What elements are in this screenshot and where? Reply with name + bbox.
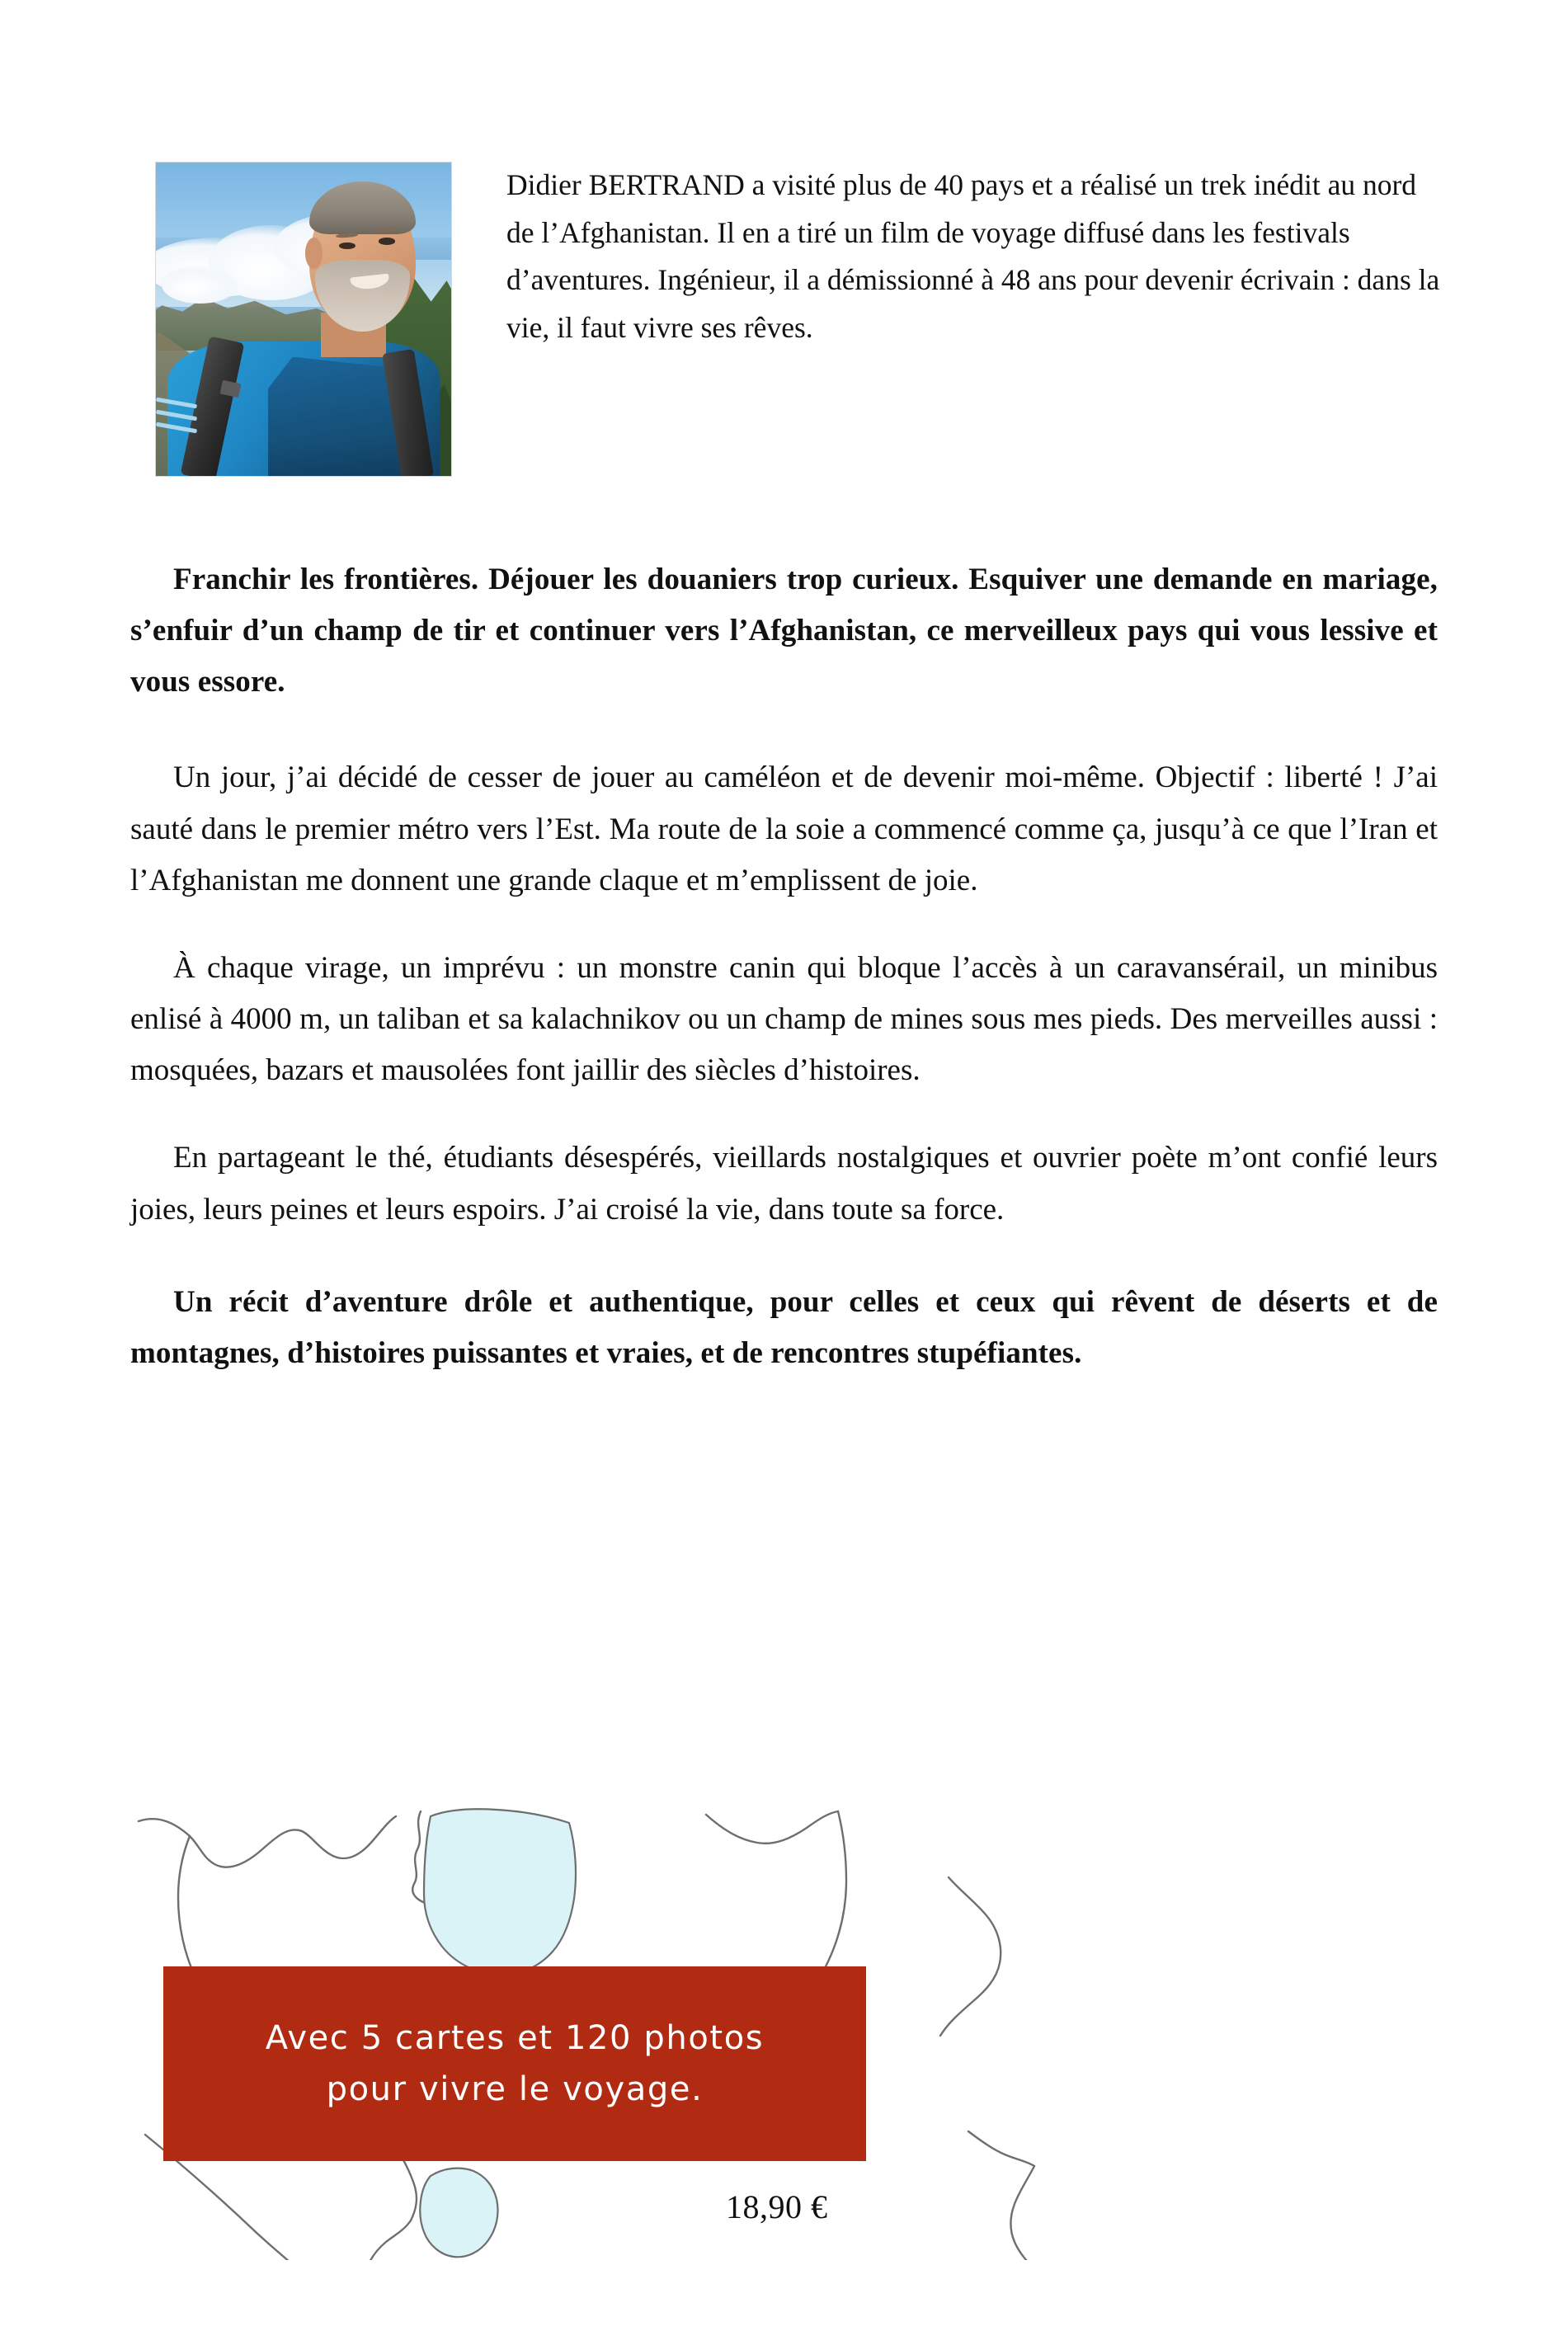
promo-banner-line-1: Avec 5 cartes et 120 photos xyxy=(265,2019,765,2057)
blurb-paragraph-2: À chaque virage, un imprévu : un monstre canin qui bloque l’accès à un caravansérail, un minibus enlisé à 4000 m, un taliban et sa kalachnikov ou un champ de mines sous mes pieds. Des merveilles aussi : mosquées, bazars et mausolées font jaillir des siècles d’histoires. xyxy=(130,950,1438,1088)
blurb-paragraph-3: En partageant le thé, étudiants désespérés, vieillards nostalgiques et ouvrier poète m’ont confié leurs joies, leurs peines et leurs espoirs. J’ai croisé la vie, dans toute sa force. xyxy=(130,1141,1438,1227)
author-portrait-photo xyxy=(155,162,452,477)
author-bio-text: Didier BERTRAND a visité plus de 40 pays et a réalisé un trek inédit au nord de l’Afghanistan. Il en a tiré un film de voyage diffusé dans les festivals d’aventures. Ingénieur, il a démissionné à 48 ans pour devenir écrivain : dans la vie, il faut vivre ses rêves. xyxy=(506,168,1440,344)
map-sea-gulf xyxy=(420,2168,497,2258)
blurb-lead-paragraph: Franchir les frontières. Déjouer les douaniers trop curieux. Esquiver une demande en mariage, s’enfuir d’un champ de tir et continuer vers l’Afghanistan, ce merveilleux pays qui vous lessive et vous essore. xyxy=(130,563,1438,699)
photo-eye xyxy=(379,238,395,244)
price-label: 18,90 € xyxy=(726,2188,828,2225)
blurb-paragraph-1: Un jour, j’ai décidé de cesser de jouer au caméléon et de devenir moi-même. Objectif : liberté ! J’ai sauté dans le premier métro vers l’Est. Ma route de la soie a commencé comme ça, jusqu’à ce que l’Iran et l’Afghanistan me donnent une grande claque et m’emplissent de joie. xyxy=(130,760,1438,897)
photo-cloud xyxy=(162,266,238,304)
blurb-closing-paragraph: Un récit d’aventure drôle et authentique, pour celles et ceux qui rêvent de déserts et de montagnes, d’histoires puissantes et vraies, et de rencontres stupéfiantes. xyxy=(130,1284,1438,1370)
promo-banner xyxy=(163,1966,866,2161)
promo-banner-line-2: pour vivre le voyage. xyxy=(326,2070,704,2108)
map-sea-caspian xyxy=(424,1809,576,1975)
author-bio-block xyxy=(155,162,1442,477)
blurb-copy xyxy=(130,554,1438,1379)
photo-eye xyxy=(339,243,356,249)
photo-shirt-shadow xyxy=(268,357,404,477)
